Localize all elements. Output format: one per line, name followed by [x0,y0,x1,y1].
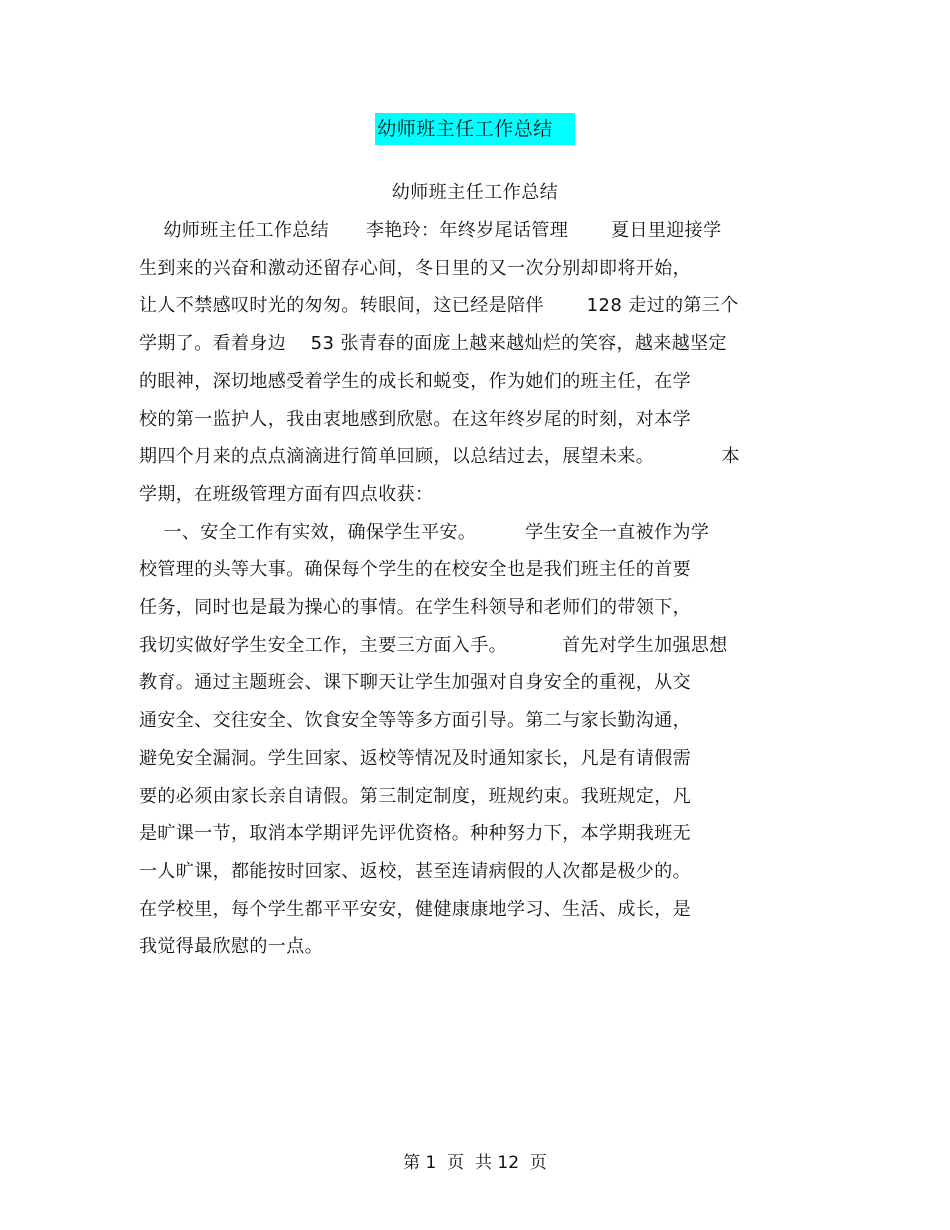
body-line: 一人旷课，都能按时回家、返校，甚至连请病假的人次都是极少的。 [139,860,691,882]
page-footer: 第 1 页 共 12 页 [403,1153,547,1173]
body-line: 我切实做好学生安全工作，主要三方面入手。 首先对学生加强思想 [139,634,728,656]
body-line: 期四个月来的点点滴滴进行简单回顾，以总结过去，展望未来。 本 [139,446,740,468]
body-line: 一、安全工作有实效，确保学生平安。 学生安全一直被作为学 [139,521,710,543]
body-line: 校管理的头等大事。确保每个学生的在校安全也是我们班主任的首要 [139,559,691,581]
body-line: 要的必须由家长亲自请假。第三制定制度，班规约束。我班规定，凡 [139,785,691,807]
document-subtitle: 幼师班主任工作总结 [391,182,559,203]
body-line: 校的第一监护人，我由衷地感到欣慰。在这年终岁尾的时刻，对本学 [139,408,691,430]
body-line: 学期，在班级管理方面有四点收获： [139,483,434,505]
body-line: 任务，同时也是最为操心的事情。在学生科领导和老师们的带领下， [139,597,691,618]
body-line: 在学校里，每个学生都平平安安，健健康康地学习、生活、成长，是 [139,898,691,920]
body-line: 的眼神，深切地感受着学生的成长和蜕变，作为她们的班主任，在学 [139,370,691,392]
body-line: 是旷课一节，取消本学期评先评优资格。种种努力下，本学期我班无 [139,823,691,845]
document-title: 幼师班主任工作总结 [375,113,575,145]
body-line: 学期了。看着身边 53 张青春的面庞上越来越灿烂的笑容，越来越坚定 [139,333,727,355]
body-line: 幼师班主任工作总结 李艳玲：年终岁尾话管理 夏日里迎接学 [139,220,722,241]
body-line: 我觉得最欣慰的一点。 [139,936,323,958]
body-line: 生到来的兴奋和激动还留存心间，冬日里的又一次分别却即将开始， [139,257,691,279]
title-container [0,113,950,145]
body-line: 避免安全漏洞。学生回家、返校等情况及时通知家长，凡是有请假需 [139,747,691,769]
body-line: 让人不禁感叹时光的匆匆。转眼间，这已经是陪伴 128 走过的第三个 [139,295,739,317]
body-line: 通安全、交往安全、饮食安全等等多方面引导。第二与家长勤沟通， [139,710,691,732]
body-line: 教育。通过主题班会、课下聊天让学生加强对自身安全的重视，从交 [139,672,691,694]
